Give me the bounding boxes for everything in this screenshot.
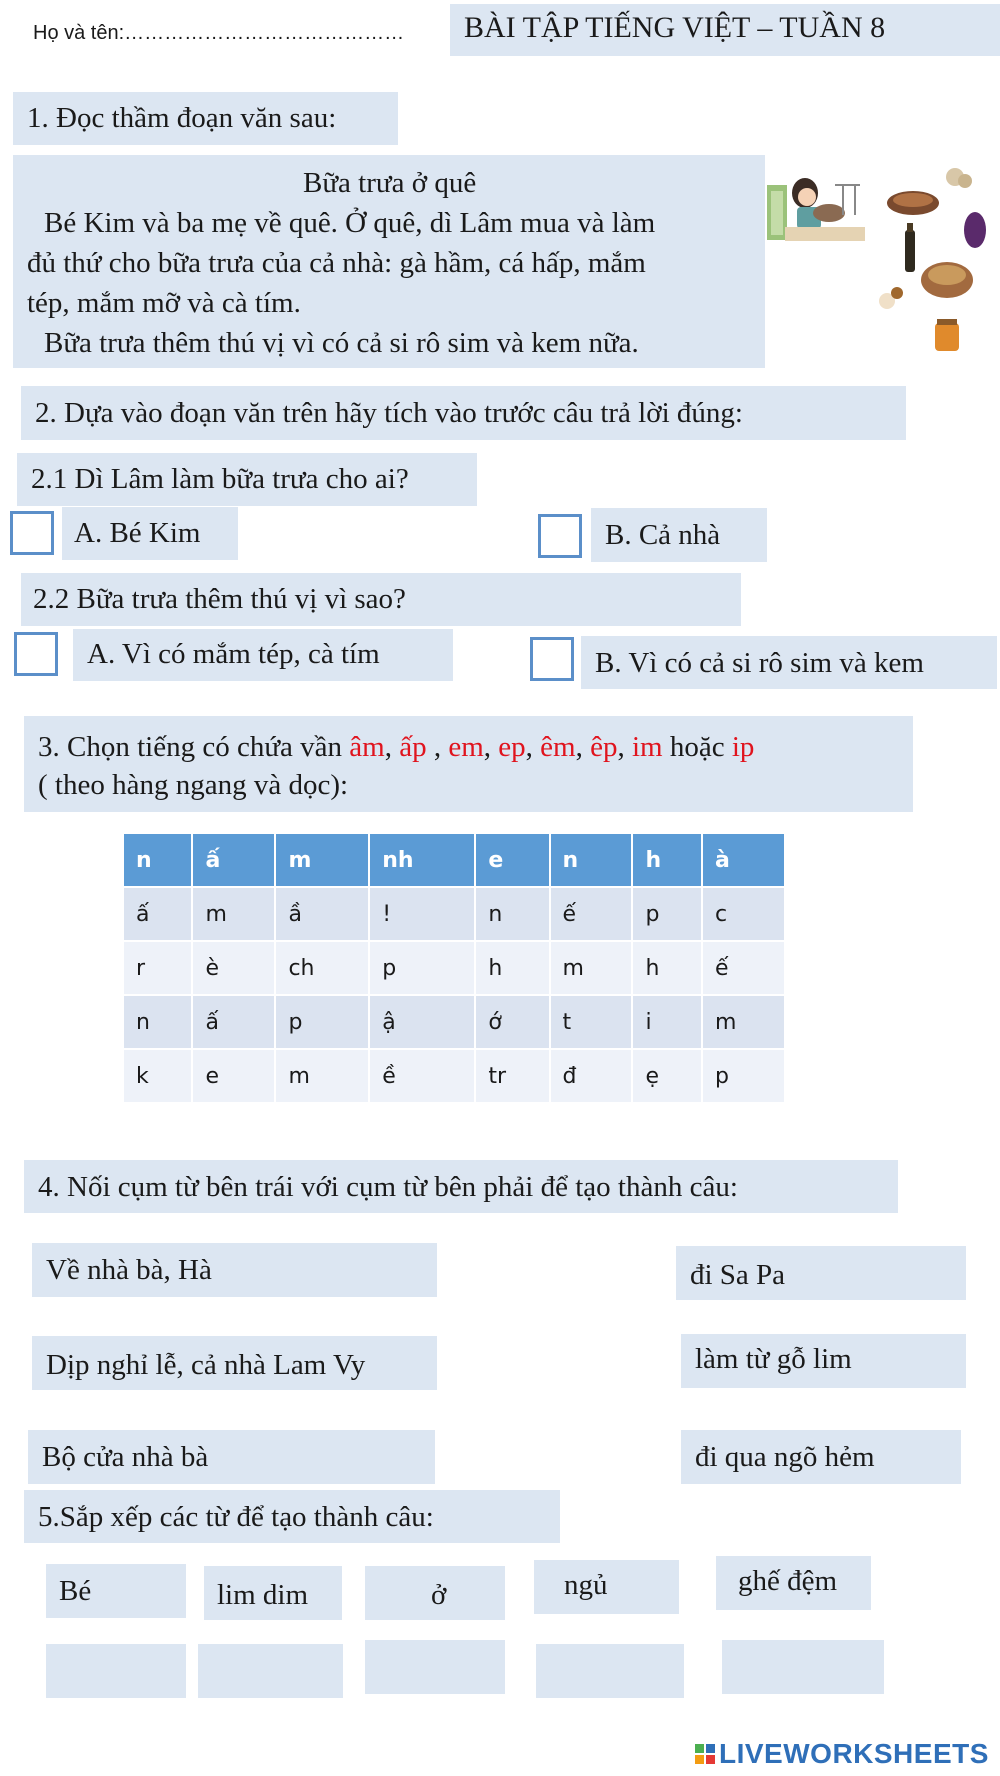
grid-row <box>123 833 785 887</box>
rhyme-ip: ip <box>731 731 755 763</box>
grid-cell[interactable]: n <box>123 995 192 1049</box>
separator: , <box>575 731 591 763</box>
rhyme-im: im <box>631 731 663 763</box>
food-images <box>879 168 986 351</box>
section4-heading <box>24 1160 898 1213</box>
grid-cell[interactable]: m <box>275 1049 369 1103</box>
grid-cell[interactable]: e <box>192 1049 275 1103</box>
grid-cell[interactable]: h <box>632 941 701 995</box>
rhyme-ep: ep <box>498 731 526 763</box>
passage-line-3: tép, mắm mỡ và cà tím. <box>27 287 301 319</box>
option-2-1-a <box>62 507 238 560</box>
grid-cell[interactable]: p <box>275 995 369 1049</box>
grid-cell[interactable]: ầ <box>275 887 369 941</box>
rhyme-am: âm <box>349 731 385 763</box>
grid-cell[interactable]: c <box>702 887 785 941</box>
question-2-1-text: 2.1 Dì Lâm làm bữa trưa cho ai? <box>31 463 409 495</box>
question-2-1 <box>17 453 477 506</box>
option-2-2-b-text: B. Vì có cả si rô sim và kem <box>595 647 924 679</box>
lunch-illustration <box>765 165 1000 355</box>
grid-cell[interactable]: e <box>475 833 549 887</box>
word-tile-4-text: ngủ <box>564 1569 608 1601</box>
grid-row <box>123 887 785 941</box>
grid-cell[interactable]: ế <box>702 941 785 995</box>
grid-cell[interactable]: ch <box>275 941 369 995</box>
liveworksheets-logo-text: LIVEWORKSHEETS <box>719 1738 989 1769</box>
answer-slot-3[interactable] <box>365 1640 505 1694</box>
match-right-1[interactable] <box>676 1246 966 1300</box>
separator: , <box>483 731 499 763</box>
match-left-3-text: Bộ cửa nhà bà <box>42 1441 209 1473</box>
word-tile-3[interactable] <box>365 1566 505 1620</box>
match-right-2-text: làm từ gỗ lim <box>695 1343 852 1375</box>
option-2-2-a-text: A. Vì có mắm tép, cà tím <box>87 638 380 670</box>
grid-cell[interactable]: đ <box>550 1049 633 1103</box>
grid-cell[interactable]: k <box>123 1049 192 1103</box>
student-name-field: Họ và tên:…………………………………… <box>33 22 405 44</box>
rhyme-em-circumflex: êm <box>540 731 576 763</box>
word-tile-5-text: ghế đệm <box>738 1565 838 1597</box>
answer-slot-1[interactable] <box>46 1644 186 1698</box>
checkbox-2-1-b[interactable] <box>538 514 582 558</box>
separator: , <box>426 731 449 763</box>
match-left-1-text: Về nhà bà, Hà <box>46 1254 212 1286</box>
grid-cell[interactable]: h <box>475 941 549 995</box>
grid-cell[interactable]: n <box>123 833 192 887</box>
grid-cell[interactable]: p <box>632 887 701 941</box>
rhyme-ep-circumflex: êp <box>590 731 618 763</box>
grid-cell[interactable]: à <box>702 833 785 887</box>
passage-line-1: Bé Kim và ba mẹ về quê. Ở quê, dì Lâm mua và làm <box>44 207 656 239</box>
match-left-2-text: Dịp nghỉ lễ, cả nhà Lam Vy <box>46 1349 366 1381</box>
section1-heading <box>13 92 398 145</box>
separator: , <box>384 731 400 763</box>
grid-cell[interactable]: tr <box>475 1049 549 1103</box>
option-2-1-b <box>591 508 767 562</box>
section2-heading-text: 2. Dựa vào đoạn văn trên hãy tích vào trước câu trả lời đúng: <box>35 397 743 429</box>
grid-cell[interactable]: m <box>702 995 785 1049</box>
match-right-3[interactable] <box>681 1430 961 1484</box>
word-tile-4[interactable] <box>534 1560 679 1614</box>
checkbox-2-2-b[interactable] <box>530 637 574 681</box>
worksheet-title <box>450 4 1000 56</box>
grid-cell[interactable]: m <box>192 887 275 941</box>
word-tile-5[interactable] <box>716 1556 871 1610</box>
passage-line-4: Bữa trưa thêm thú vị vì có cả si rô sim và kem nữa. <box>44 327 639 359</box>
grid-cell[interactable]: p <box>369 941 475 995</box>
grid-cell[interactable]: nh <box>369 833 475 887</box>
conjunction: hoặc <box>662 731 732 763</box>
section5-heading <box>24 1490 560 1543</box>
word-tile-3-text: ở <box>431 1579 447 1611</box>
section4-heading-text: 4. Nối cụm từ bên trái với cụm từ bên phải để tạo thành câu: <box>38 1171 738 1203</box>
grid-cell[interactable]: m <box>550 941 633 995</box>
liveworksheets-logo <box>695 1738 989 1770</box>
grid-cell[interactable]: ấ <box>192 833 275 887</box>
word-tile-1-text: Bé <box>59 1575 92 1607</box>
option-2-1-a-text: A. Bé Kim <box>74 517 201 549</box>
grid-cell[interactable]: r <box>123 941 192 995</box>
grid-cell[interactable]: t <box>550 995 633 1049</box>
grid-cell[interactable]: n <box>475 887 549 941</box>
match-left-2[interactable] <box>32 1336 437 1390</box>
grid-cell[interactable]: ế <box>550 887 633 941</box>
cooking-girl-image <box>767 178 865 241</box>
rhyme-ap: ấp <box>399 731 427 763</box>
grid-cell[interactable]: è <box>192 941 275 995</box>
question-2-2 <box>21 573 741 626</box>
grid-cell[interactable]: ! <box>369 887 475 941</box>
section3-instruction-line2: ( theo hàng ngang và dọc): <box>38 769 349 801</box>
word-tile-2[interactable] <box>204 1566 342 1620</box>
grid-row <box>123 995 785 1049</box>
section3-heading <box>24 716 913 812</box>
answer-slot-4[interactable] <box>536 1644 684 1698</box>
section5-heading-text: 5.Sắp xếp các từ để tạo thành câu: <box>38 1501 434 1533</box>
passage-line-2: đủ thứ cho bữa trưa của cả nhà: gà hầm, cá hấp, mắm <box>27 247 646 279</box>
word-tile-1[interactable] <box>46 1564 186 1618</box>
answer-slot-5[interactable] <box>722 1640 884 1694</box>
grid-cell[interactable]: ẹ <box>632 1049 701 1103</box>
option-2-2-b <box>581 636 997 689</box>
grid-cell[interactable]: ề <box>369 1049 475 1103</box>
grid-cell[interactable]: ớ <box>475 995 549 1049</box>
match-left-1[interactable] <box>32 1243 437 1297</box>
option-2-2-a <box>73 629 453 681</box>
letter-grid <box>122 832 786 1104</box>
separator: , <box>525 731 541 763</box>
section3-instruction <box>38 728 913 766</box>
grid-cell[interactable]: p <box>702 1049 785 1103</box>
match-right-2[interactable] <box>681 1334 966 1388</box>
grid-cell[interactable]: i <box>632 995 701 1049</box>
section1-heading-text: 1. Đọc thầm đoạn văn sau: <box>27 102 337 134</box>
worksheet-title-text: BÀI TẬP TIẾNG VIỆT – TUẦN 8 <box>464 11 886 44</box>
grid-cell[interactable]: m <box>275 833 369 887</box>
word-tile-2-text: lim dim <box>217 1579 309 1611</box>
match-right-3-text: đi qua ngõ hẻm <box>695 1441 875 1473</box>
grid-cell[interactable]: h <box>632 833 701 887</box>
answer-slot-2[interactable] <box>198 1644 343 1698</box>
match-right-1-text: đi Sa Pa <box>690 1259 786 1291</box>
checkbox-2-1-a[interactable] <box>10 511 54 555</box>
checkbox-2-2-a[interactable] <box>14 632 58 676</box>
option-2-1-b-text: B. Cả nhà <box>605 519 721 551</box>
grid-row <box>123 1049 785 1103</box>
grid-cell[interactable]: ấ <box>123 887 192 941</box>
grid-cell[interactable]: n <box>550 833 633 887</box>
grid-row <box>123 941 785 995</box>
reading-passage <box>13 155 765 368</box>
section3-prefix: 3. Chọn tiếng có chứa vần <box>38 731 350 763</box>
separator: , <box>617 731 632 763</box>
match-left-3[interactable] <box>28 1430 435 1484</box>
passage-title: Bữa trưa ở quê <box>303 167 477 199</box>
grid-cell[interactable]: ậ <box>369 995 475 1049</box>
grid-cell[interactable]: ấ <box>192 995 275 1049</box>
liveworksheets-logo-icon <box>695 1744 715 1764</box>
section2-heading <box>21 386 906 440</box>
question-2-2-text: 2.2 Bữa trưa thêm thú vị vì sao? <box>33 583 406 615</box>
rhyme-em: em <box>448 731 484 763</box>
